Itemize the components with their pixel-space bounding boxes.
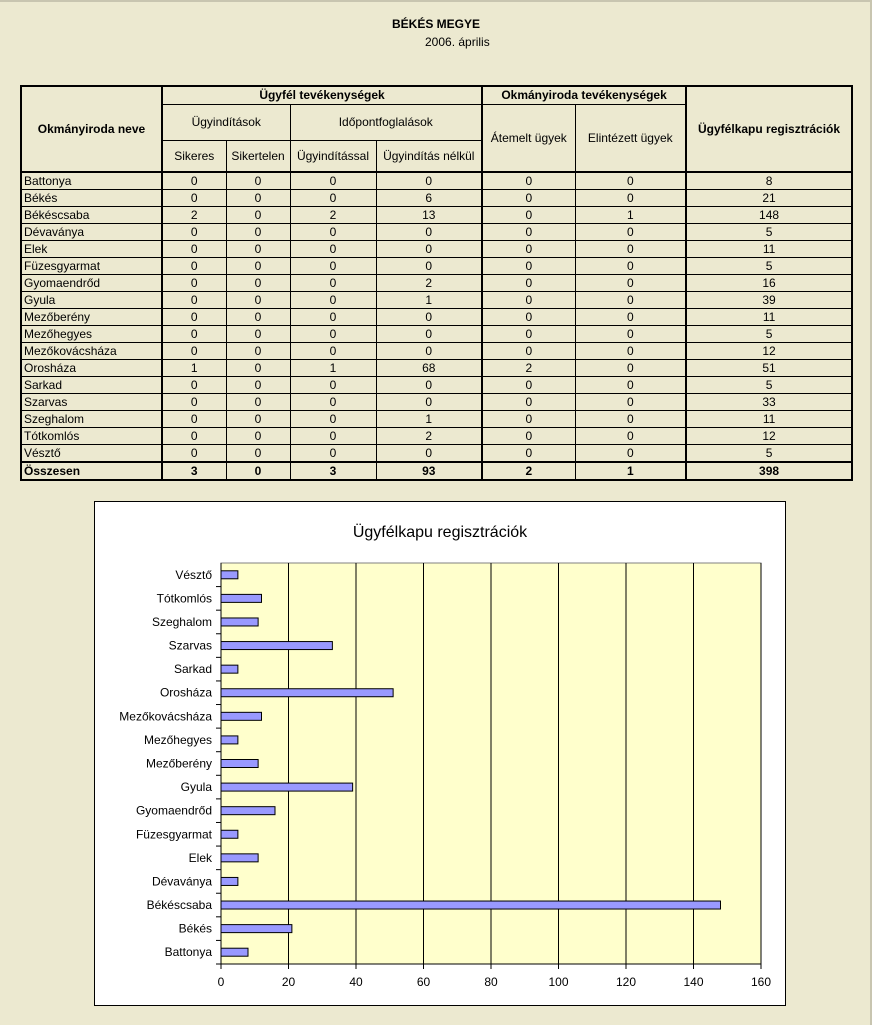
table-row xyxy=(21,258,852,275)
bar-elek xyxy=(221,854,258,862)
value-cell: 0 xyxy=(290,292,376,309)
value-cell: 0 xyxy=(162,292,226,309)
bar-vésztő xyxy=(221,571,238,579)
value-cell: 68 xyxy=(376,360,482,377)
value-cell: 0 xyxy=(376,377,482,394)
header-office-name: Okmányiroda neve xyxy=(21,86,162,172)
y-category-label: Sarkad xyxy=(173,662,212,677)
value-cell: 0 xyxy=(575,411,686,428)
value-cell: 0 xyxy=(162,258,226,275)
value-cell: 0 xyxy=(290,411,376,428)
value-cell: 0 xyxy=(575,445,686,463)
bar-dévaványa xyxy=(221,877,238,885)
header-office-activities: Okmányiroda tevékenységek xyxy=(482,86,686,104)
value-cell: 16 xyxy=(686,275,852,292)
value-cell: 0 xyxy=(376,445,482,463)
y-category-label: Orosháza xyxy=(159,685,212,700)
bar-orosháza xyxy=(221,689,393,697)
header-appointments: Időpontfoglalások xyxy=(290,104,482,140)
page-subtitle: 2006. április xyxy=(425,35,490,49)
value-cell: 12 xyxy=(686,343,852,360)
value-cell: 33 xyxy=(686,394,852,411)
value-cell: 0 xyxy=(482,428,575,445)
value-cell: 0 xyxy=(290,343,376,360)
header-transferred: Átemelt ügyek xyxy=(482,104,575,172)
value-cell: 148 xyxy=(686,207,852,224)
header-initiations: Ügyindítások xyxy=(162,104,290,140)
table-row xyxy=(21,445,852,463)
value-cell: 0 xyxy=(162,275,226,292)
table-row xyxy=(21,343,852,360)
bar-gyula xyxy=(221,783,353,791)
value-cell: 0 xyxy=(162,190,226,207)
value-cell: 0 xyxy=(226,445,290,463)
value-cell: 0 xyxy=(575,309,686,326)
value-cell: 0 xyxy=(290,172,376,190)
value-cell: 11 xyxy=(686,241,852,258)
value-cell: 0 xyxy=(482,275,575,292)
bar-szarvas xyxy=(221,642,332,650)
table-row xyxy=(21,275,852,292)
bar-tótkomlós xyxy=(221,594,262,602)
table-row xyxy=(21,224,852,241)
value-cell: 0 xyxy=(482,445,575,463)
value-cell: 0 xyxy=(162,224,226,241)
bar-békés xyxy=(221,925,292,933)
value-cell: 0 xyxy=(376,343,482,360)
header-without-init: Ügyindítás nélkül xyxy=(376,140,482,172)
bar-füzesgyarmat xyxy=(221,830,238,838)
value-cell: 0 xyxy=(575,428,686,445)
y-category-label: Gyula xyxy=(180,780,212,795)
x-tick-label: 0 xyxy=(217,975,225,989)
value-cell: 0 xyxy=(575,292,686,309)
y-category-label: Mezőkovácsháza xyxy=(119,709,212,724)
header-with-init: Ügyindítással xyxy=(290,140,376,172)
bar-gyomaendrőd xyxy=(221,807,275,815)
table-total-row xyxy=(21,462,852,480)
value-cell: 51 xyxy=(686,360,852,377)
x-tick-label: 20 xyxy=(281,975,296,989)
statistics-table xyxy=(20,85,853,481)
value-cell: 2 xyxy=(376,428,482,445)
value-cell: 0 xyxy=(482,190,575,207)
y-category-label: Tótkomlós xyxy=(156,591,212,606)
value-cell: 0 xyxy=(226,462,290,480)
value-cell: 0 xyxy=(290,445,376,463)
chart-title: Ügyfélkapu regisztrációk xyxy=(352,524,528,541)
value-cell: 0 xyxy=(482,241,575,258)
header-fail: Sikertelen xyxy=(226,140,290,172)
value-cell: 0 xyxy=(482,377,575,394)
value-cell: 0 xyxy=(376,241,482,258)
x-tick-label: 80 xyxy=(484,975,498,989)
office-name-cell: Füzesgyarmat xyxy=(21,258,162,275)
value-cell: 5 xyxy=(686,377,852,394)
value-cell: 1 xyxy=(290,360,376,377)
office-name-cell: Gyomaendrőd xyxy=(21,275,162,292)
header-client-activities: Ügyfél tevékenységek xyxy=(162,86,482,104)
value-cell: 1 xyxy=(376,411,482,428)
table-row xyxy=(21,309,852,326)
table-row xyxy=(21,394,852,411)
value-cell: 0 xyxy=(290,224,376,241)
value-cell: 2 xyxy=(376,275,482,292)
value-cell: 3 xyxy=(290,462,376,480)
value-cell: 0 xyxy=(162,309,226,326)
y-category-label: Mezőberény xyxy=(145,756,212,771)
value-cell: 0 xyxy=(482,292,575,309)
value-cell: 0 xyxy=(290,377,376,394)
value-cell: 0 xyxy=(575,326,686,343)
value-cell: 5 xyxy=(686,258,852,275)
header-registrations: Ügyfélkapu regisztrációk xyxy=(686,86,852,172)
y-category-label: Füzesgyarmat xyxy=(135,827,212,842)
value-cell: 0 xyxy=(482,207,575,224)
value-cell: 0 xyxy=(575,241,686,258)
value-cell: 11 xyxy=(686,309,852,326)
header-success: Sikeres xyxy=(162,140,226,172)
value-cell: 398 xyxy=(686,462,852,480)
page-title: BÉKÉS MEGYE xyxy=(391,17,481,31)
value-cell: 0 xyxy=(290,326,376,343)
value-cell: 93 xyxy=(376,462,482,480)
value-cell: 0 xyxy=(575,258,686,275)
value-cell: 8 xyxy=(686,172,852,190)
y-category-label: Mezőhegyes xyxy=(143,732,212,747)
value-cell: 12 xyxy=(686,428,852,445)
bar-sarkad xyxy=(221,665,238,673)
y-category-label: Elek xyxy=(188,850,212,865)
table-row xyxy=(21,326,852,343)
value-cell: 0 xyxy=(162,343,226,360)
value-cell: 1 xyxy=(376,292,482,309)
value-cell: 0 xyxy=(290,394,376,411)
value-cell: 0 xyxy=(226,241,290,258)
value-cell: 5 xyxy=(686,224,852,241)
value-cell: 0 xyxy=(376,309,482,326)
value-cell: 0 xyxy=(575,360,686,377)
office-name-cell: Békéscsaba xyxy=(21,207,162,224)
value-cell: 0 xyxy=(482,258,575,275)
table-row xyxy=(21,207,852,224)
value-cell: 0 xyxy=(482,326,575,343)
bar-mezőberény xyxy=(221,760,258,768)
office-name-cell: Vésztő xyxy=(21,445,162,463)
table-row xyxy=(21,241,852,258)
x-tick-label: 100 xyxy=(548,975,569,989)
value-cell: 2 xyxy=(482,360,575,377)
value-cell: 0 xyxy=(290,428,376,445)
y-category-label: Békéscsaba xyxy=(146,898,212,913)
bar-battonya xyxy=(221,948,248,956)
office-name-cell: Battonya xyxy=(21,172,162,190)
value-cell: 1 xyxy=(162,360,226,377)
value-cell: 0 xyxy=(376,394,482,411)
y-category-label: Vésztő xyxy=(175,567,212,582)
value-cell: 0 xyxy=(226,224,290,241)
value-cell: 0 xyxy=(162,411,226,428)
office-name-cell: Sarkad xyxy=(21,377,162,394)
bar-békéscsaba xyxy=(221,901,721,909)
table-row xyxy=(21,377,852,394)
value-cell: 0 xyxy=(482,309,575,326)
value-cell: 21 xyxy=(686,190,852,207)
value-cell: 0 xyxy=(575,172,686,190)
x-tick-label: 120 xyxy=(615,975,637,989)
value-cell: 0 xyxy=(575,394,686,411)
value-cell: 0 xyxy=(376,258,482,275)
value-cell: 0 xyxy=(226,343,290,360)
value-cell: 0 xyxy=(226,360,290,377)
office-name-cell: Gyula xyxy=(21,292,162,309)
value-cell: 0 xyxy=(226,190,290,207)
y-category-label: Szarvas xyxy=(168,638,212,653)
y-category-label: Dévaványa xyxy=(151,874,212,889)
value-cell: 0 xyxy=(376,326,482,343)
value-cell: 0 xyxy=(290,190,376,207)
value-cell: 0 xyxy=(226,172,290,190)
y-category-label: Battonya xyxy=(164,945,212,960)
value-cell: 0 xyxy=(575,275,686,292)
value-cell: 39 xyxy=(686,292,852,309)
value-cell: 0 xyxy=(482,343,575,360)
office-name-cell: Elek xyxy=(21,241,162,258)
value-cell: 0 xyxy=(162,172,226,190)
value-cell: 0 xyxy=(226,411,290,428)
value-cell: 0 xyxy=(226,377,290,394)
value-cell: 0 xyxy=(575,343,686,360)
table-row xyxy=(21,428,852,445)
value-cell: 5 xyxy=(686,326,852,343)
table-row xyxy=(21,172,852,190)
bar-mezőhegyes xyxy=(221,736,238,744)
office-name-cell: Orosháza xyxy=(21,360,162,377)
value-cell: 0 xyxy=(575,224,686,241)
bar-szeghalom xyxy=(221,618,258,626)
value-cell: 2 xyxy=(482,462,575,480)
window-frame-top xyxy=(0,0,872,2)
table-row xyxy=(21,411,852,428)
office-name-cell: Összesen xyxy=(21,462,162,480)
value-cell: 0 xyxy=(482,394,575,411)
value-cell: 0 xyxy=(482,224,575,241)
value-cell: 5 xyxy=(686,445,852,463)
value-cell: 0 xyxy=(226,394,290,411)
value-cell: 2 xyxy=(162,207,226,224)
table-row xyxy=(21,360,852,377)
x-tick-label: 60 xyxy=(416,975,431,989)
office-name-cell: Mezőberény xyxy=(21,309,162,326)
value-cell: 0 xyxy=(226,309,290,326)
office-name-cell: Szarvas xyxy=(21,394,162,411)
table-row xyxy=(21,292,852,309)
value-cell: 2 xyxy=(290,207,376,224)
value-cell: 0 xyxy=(162,326,226,343)
value-cell: 0 xyxy=(290,309,376,326)
value-cell: 0 xyxy=(162,394,226,411)
value-cell: 0 xyxy=(226,275,290,292)
bar-chart xyxy=(95,502,785,1005)
table-row xyxy=(21,190,852,207)
value-cell: 13 xyxy=(376,207,482,224)
value-cell: 3 xyxy=(162,462,226,480)
value-cell: 0 xyxy=(226,292,290,309)
value-cell: 0 xyxy=(226,326,290,343)
value-cell: 0 xyxy=(482,172,575,190)
value-cell: 0 xyxy=(162,241,226,258)
bar-mezőkovácsháza xyxy=(221,712,262,720)
y-category-label: Szeghalom xyxy=(151,614,212,629)
x-tick-label: 40 xyxy=(349,975,363,989)
office-name-cell: Mezőkovácsháza xyxy=(21,343,162,360)
value-cell: 0 xyxy=(226,258,290,275)
value-cell: 0 xyxy=(162,377,226,394)
x-tick-label: 160 xyxy=(750,975,772,989)
chart-container xyxy=(94,501,786,1006)
y-category-label: Békés xyxy=(178,921,212,936)
value-cell: 1 xyxy=(575,207,686,224)
value-cell: 11 xyxy=(686,411,852,428)
value-cell: 0 xyxy=(290,258,376,275)
value-cell: 0 xyxy=(162,428,226,445)
value-cell: 0 xyxy=(226,428,290,445)
office-name-cell: Mezőhegyes xyxy=(21,326,162,343)
office-name-cell: Dévaványa xyxy=(21,224,162,241)
value-cell: 0 xyxy=(482,411,575,428)
value-cell: 0 xyxy=(290,275,376,292)
value-cell: 0 xyxy=(575,377,686,394)
header-completed: Elintézett ügyek xyxy=(575,104,686,172)
value-cell: 0 xyxy=(290,241,376,258)
value-cell: 0 xyxy=(162,445,226,463)
y-category-label: Gyomaendrőd xyxy=(135,803,212,818)
office-name-cell: Békés xyxy=(21,190,162,207)
x-tick-label: 140 xyxy=(683,975,704,989)
value-cell: 6 xyxy=(376,190,482,207)
office-name-cell: Tótkomlós xyxy=(21,428,162,445)
table-body xyxy=(21,172,852,480)
value-cell: 0 xyxy=(226,207,290,224)
value-cell: 1 xyxy=(575,462,686,480)
value-cell: 0 xyxy=(575,190,686,207)
value-cell: 0 xyxy=(376,172,482,190)
office-name-cell: Szeghalom xyxy=(21,411,162,428)
value-cell: 0 xyxy=(376,224,482,241)
